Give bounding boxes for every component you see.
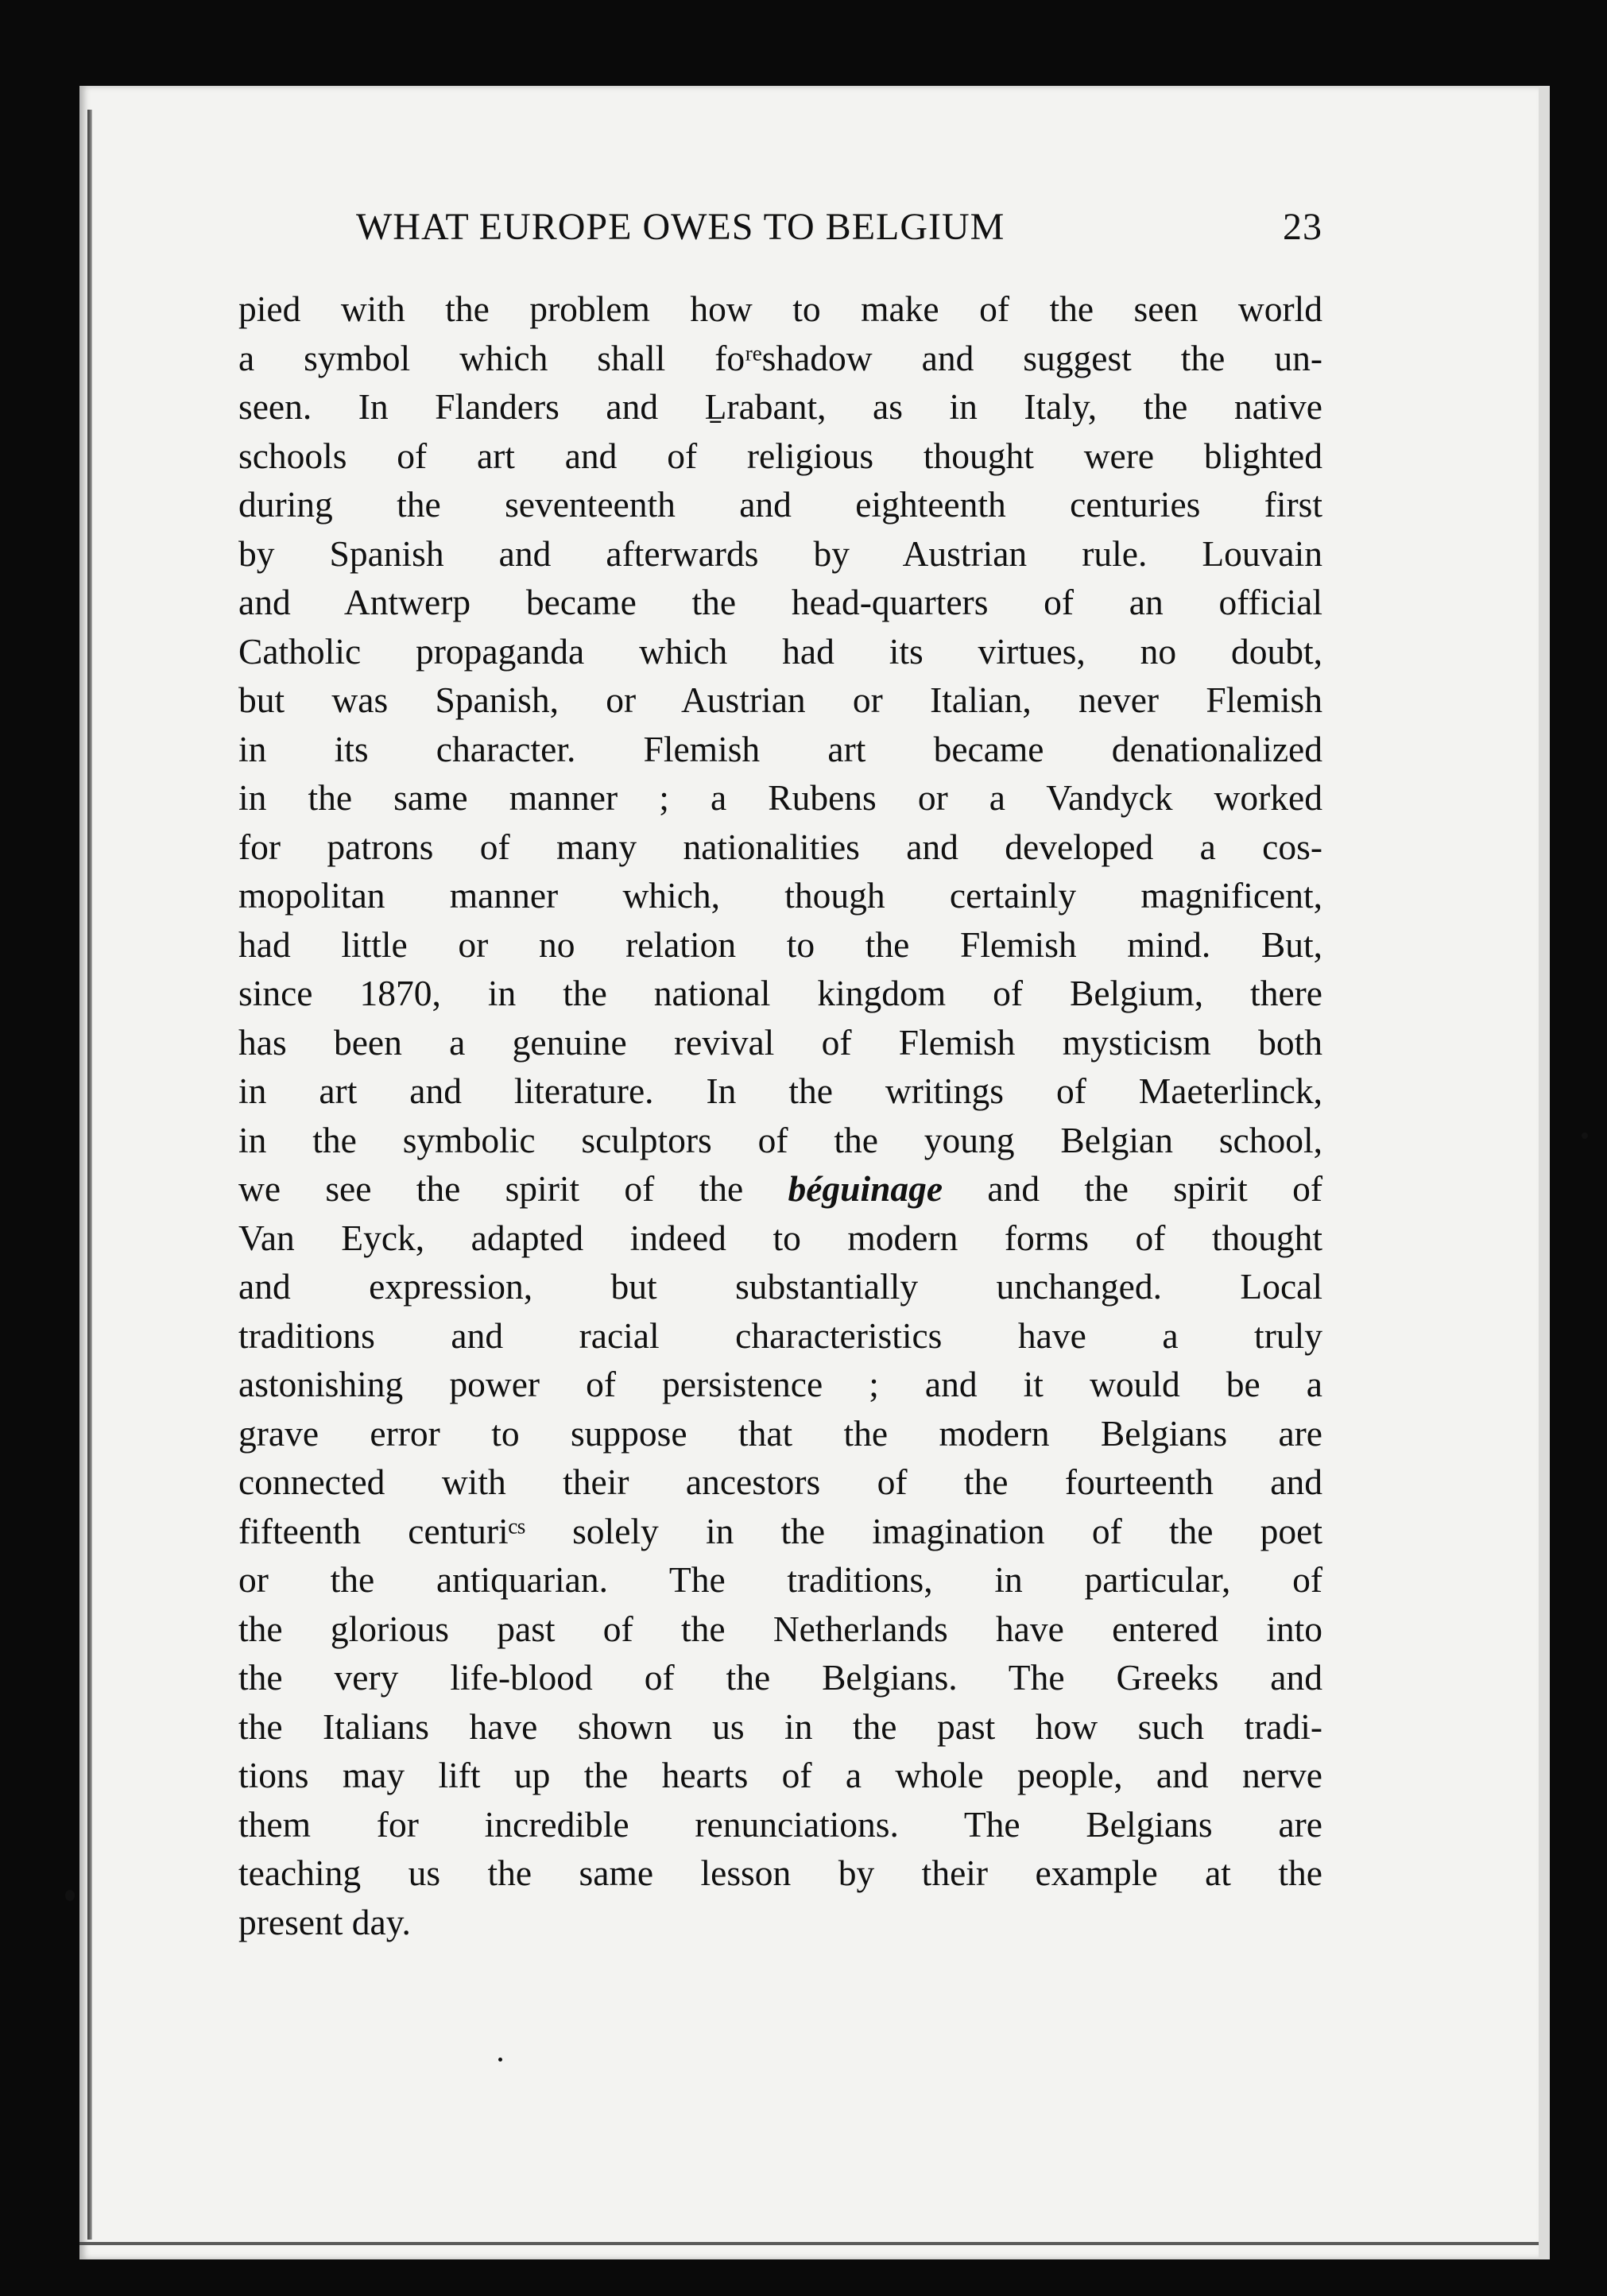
- text-line: during the seventeenth and eighteenth centuries first: [238, 484, 1322, 525]
- text-line: teaching us the same lesson by their example at the: [238, 1853, 1322, 1893]
- text-line: the very life-blood of the Belgians. The Greeks and: [238, 1657, 1322, 1698]
- text-segment: and the spirit of: [943, 1168, 1323, 1209]
- text-line: [238, 1164, 1322, 1214]
- scan-speck: [65, 1890, 75, 1901]
- text-line: in the symbolic sculptors of the young Belgian school,: [238, 1119, 1322, 1160]
- text-line: fifteenth centuriᶜˢ solely in the imagination of the poet: [238, 1510, 1322, 1551]
- running-title: WHAT EUROPE OWES TO BELGIUM: [356, 206, 1005, 248]
- text-line: a symbol which shall foʳᵉshadow and suggest the un-: [238, 337, 1322, 378]
- body-paragraph: [238, 285, 1322, 1946]
- text-line: grave error to suppose that the modern Belgians are: [238, 1412, 1322, 1454]
- text-line: connected with their ancestors of the fourteenth and: [238, 1462, 1322, 1502]
- text-line: pied with the problem how to make of the seen world: [238, 288, 1322, 329]
- book-page: [79, 86, 1550, 2259]
- text-line: mopolitan manner which, though certainly magnificent,: [238, 875, 1322, 916]
- text-line: in art and literature. In the writings of Maeterlinck,: [238, 1071, 1322, 1111]
- scan-speck: [1582, 1133, 1588, 1139]
- text-line: tions may lift up the hearts of a whole people, and nerve: [238, 1755, 1322, 1795]
- text-line: the Italians have shown us in the past how such tradi-: [238, 1706, 1322, 1747]
- text-line: has been a genuine revival of Flemish mysticism both: [238, 1021, 1322, 1063]
- running-head: [356, 205, 1322, 261]
- scan-speck: [498, 2058, 502, 2062]
- text-segment: we see the spirit of the: [238, 1168, 788, 1209]
- italic-term: béguinage: [788, 1168, 943, 1209]
- text-line: in its character. Flemish art became denationalized: [238, 728, 1322, 769]
- text-line: Van Eyck, adapted indeed to modern forms of thought: [238, 1217, 1322, 1258]
- text-line: them for incredible renunciations. The Belgians are: [238, 1803, 1322, 1845]
- text-line: but was Spanish, or Austrian or Italian, never Flemish: [238, 680, 1322, 720]
- text-line: since 1870, in the national kingdom of Belgium, there: [238, 973, 1322, 1013]
- text-line: by Spanish and afterwards by Austrian rule. Louvain: [238, 532, 1322, 574]
- text-line: or the antiquarian. The traditions, in particular, of: [238, 1559, 1322, 1600]
- text-line: in the same manner ; a Rubens or a Vandyck worked: [238, 777, 1322, 818]
- text-line: Catholic propaganda which had its virtues, no doubt,: [238, 630, 1322, 672]
- text-line: traditions and racial characteristics have a truly: [238, 1314, 1322, 1356]
- text-line: had little or no relation to the Flemish mind. But,: [238, 923, 1322, 965]
- text-line: and Antwerp became the head-quarters of an official: [238, 582, 1322, 622]
- text-line: the glorious past of the Netherlands have entered into: [238, 1608, 1322, 1649]
- binding-shadow: [87, 110, 92, 2240]
- text-line: astonishing power of persistence ; and it would be a: [238, 1364, 1322, 1404]
- text-line: seen. In Flanders and Ḻrabant, as in Italy, the native: [238, 386, 1322, 427]
- text-line: and expression, but substantially unchanged. Local: [238, 1266, 1322, 1307]
- text-line: schools of art and of religious thought were blighted: [238, 435, 1322, 476]
- page-bottom-edge: [79, 2242, 1539, 2245]
- text-line: for patrons of many nationalities and developed a cos-: [238, 826, 1322, 867]
- page-number: 23: [1283, 206, 1322, 248]
- text-line: present day.: [238, 1901, 411, 1942]
